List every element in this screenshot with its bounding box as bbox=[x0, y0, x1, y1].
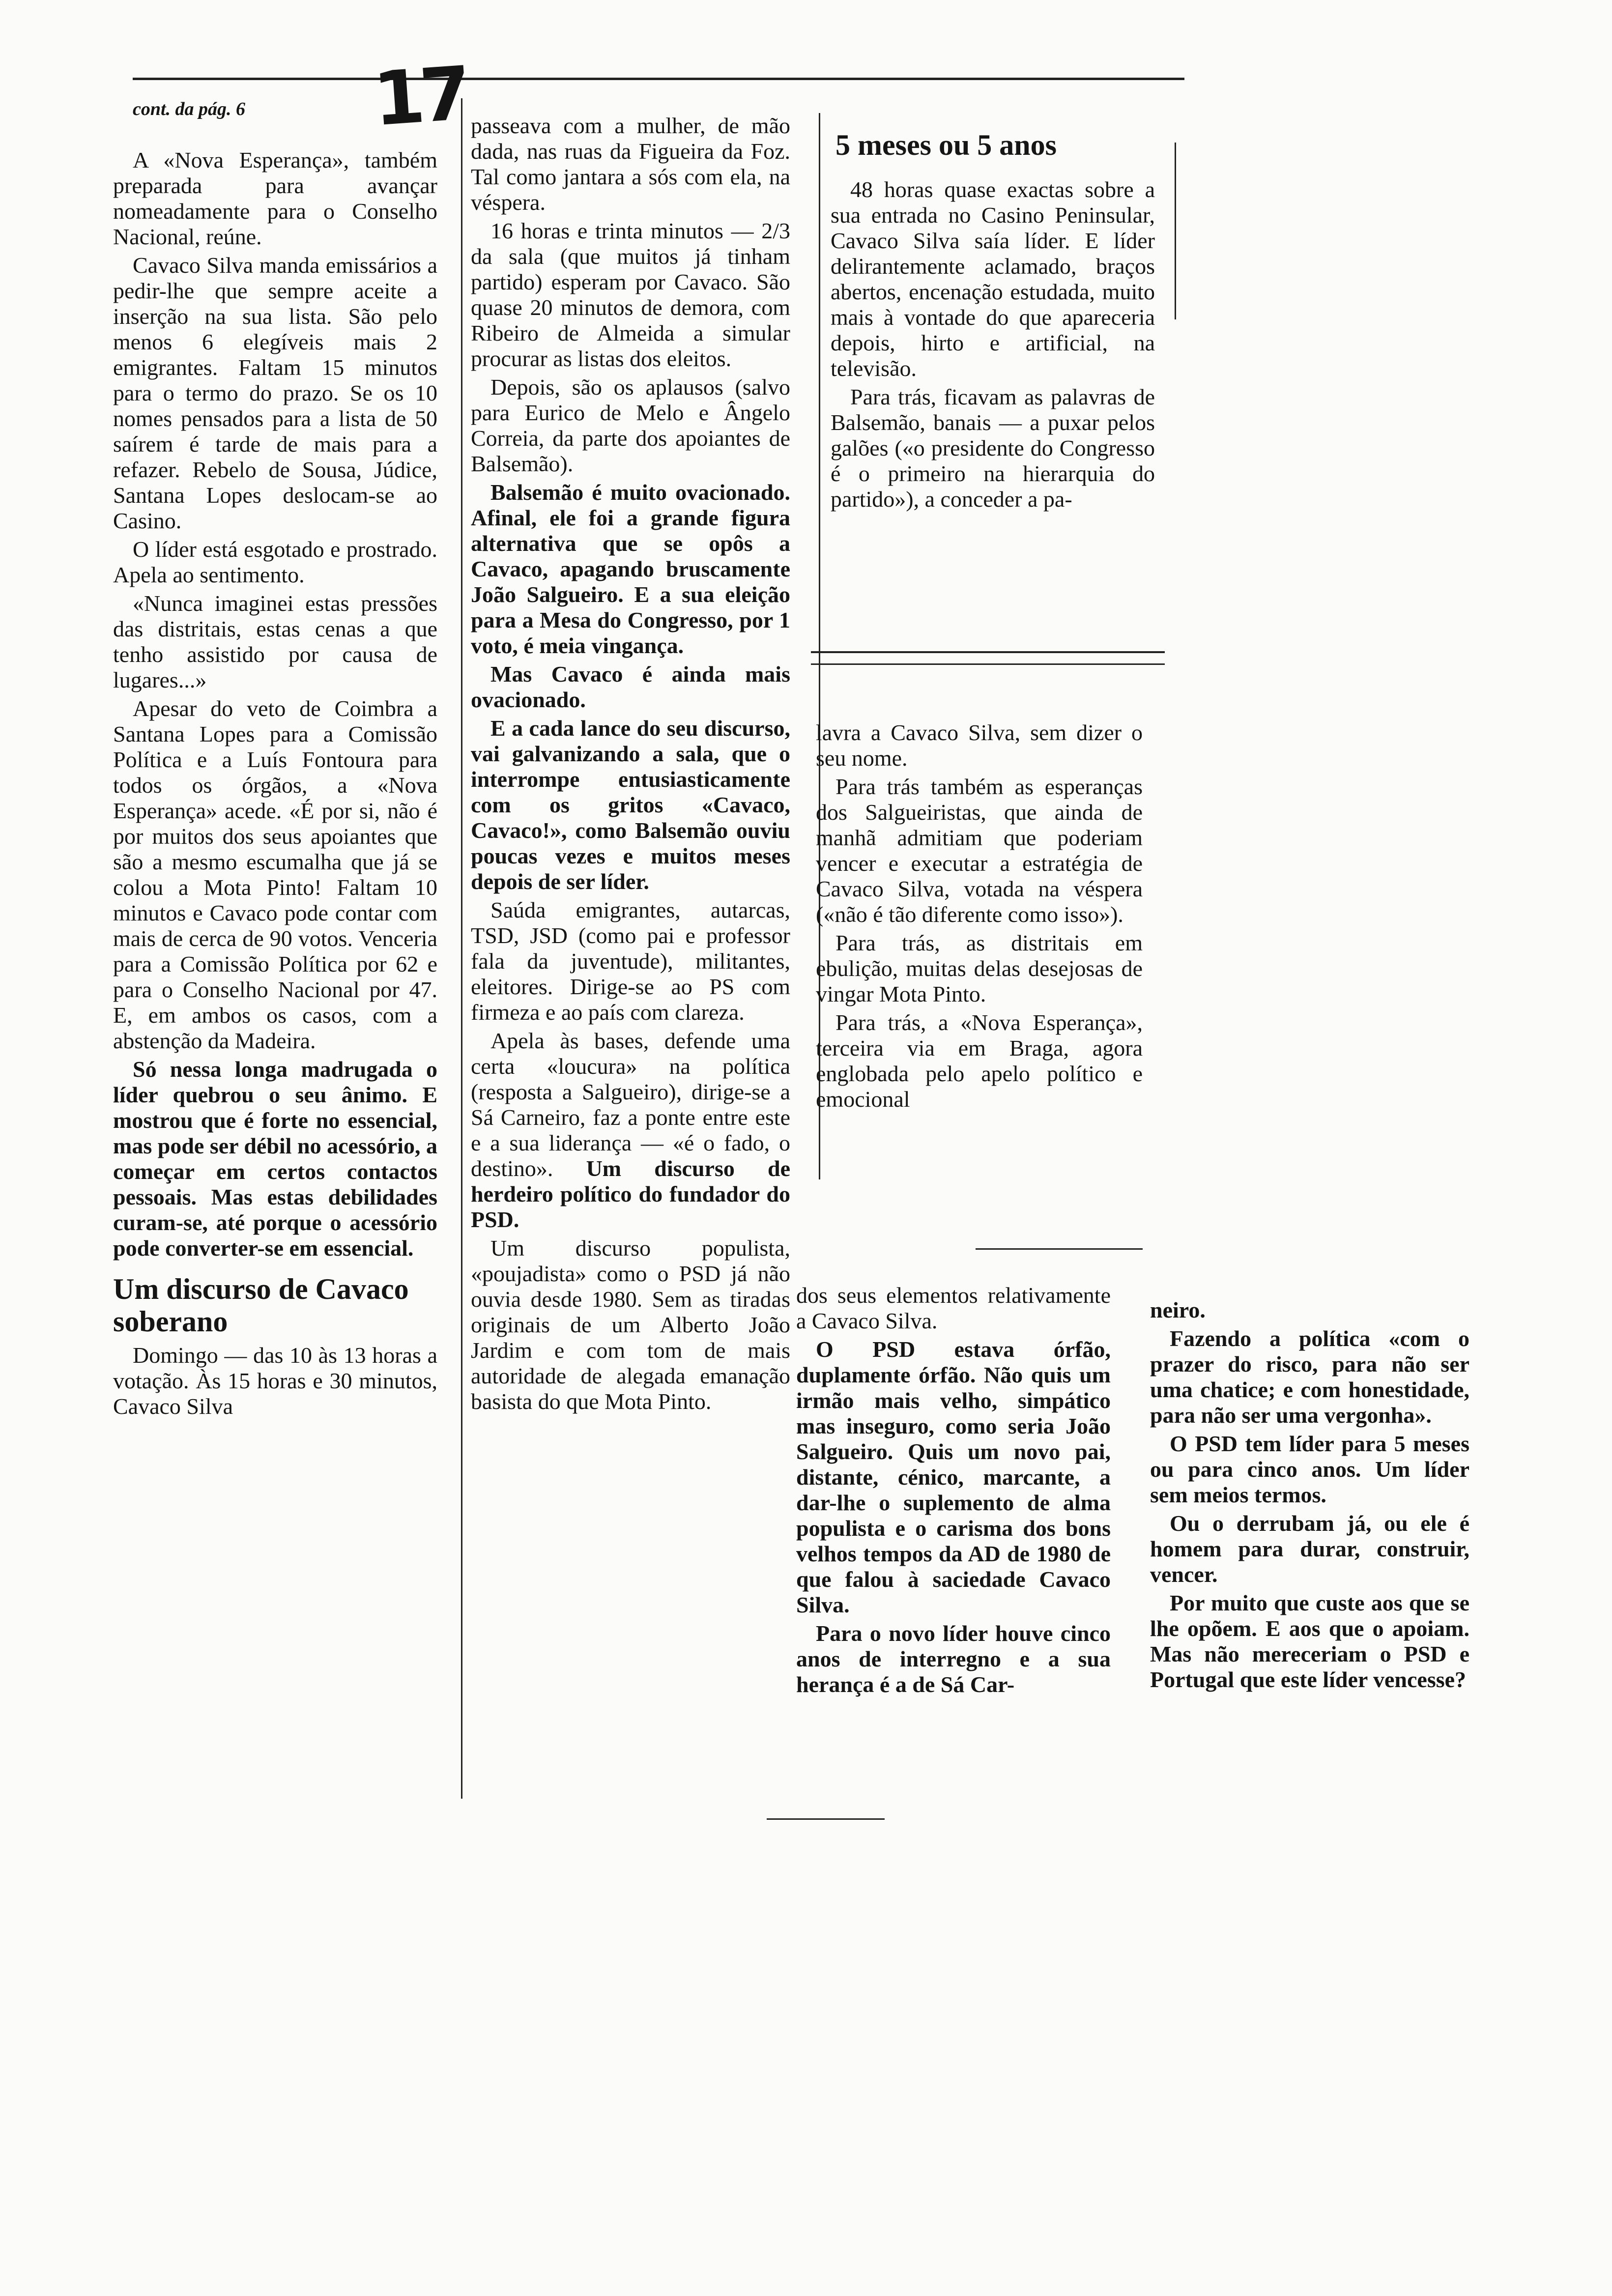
col2-paragraph bbox=[471, 1028, 790, 1233]
col1-paragraph: Cavaco Silva manda emissários a pedir-lhe que sempre aceite a inserção na sua lista. São pelo menos 6 elegíveis mais 2 emigrantes. Faltam 15 minutos para o termo do prazo. Se os 10 nomes pensados para a lista de 50 saírem é tarde de mais para a refazer. Rebelo de Sousa, Júdice, Santana Lopes deslocam-se ao Casino. bbox=[113, 253, 437, 533]
column-4 bbox=[1150, 1297, 1469, 1695]
section-rule-1 bbox=[811, 651, 1165, 653]
col1-quote: «Nunca imaginei estas pressões das distritais, estas cenas a que tenho assistido por causa de lugares...» bbox=[113, 591, 437, 692]
col1-paragraph: O líder está esgotado e prostrado. Apela ao sentimento. bbox=[113, 537, 437, 587]
col2-bold-paragraph: Mas Cavaco é ainda mais ovacionado. bbox=[471, 661, 790, 712]
col3-paragraph: 48 horas quase exactas sobre a sua entrada no Casino Peninsular, Cavaco Silva saía líder. E líder delirantemente aclamado, braços abertos, encenação estudada, muito mais à vontade do que apareceria depois, hirto e artificial, na televisão. bbox=[831, 177, 1155, 381]
page-number-handwritten: 17 bbox=[371, 51, 469, 143]
col3-paragraph: dos seus elementos relativamente a Cavaco Silva. bbox=[796, 1283, 1111, 1333]
col3-paragraph: Para trás também as esperanças dos Salgueiristas, que ainda de manhã admitiam que poderiam vencer e executar a estratégia de Cavaco Silva, votada na véspera («não é tão diferente como isso»). bbox=[816, 774, 1143, 927]
col4-bold-paragraph: Por muito que custe aos que se lhe opõem. E aos que o apoiam. Mas não mereceriam o PSD e Portugal que este líder vencesse? bbox=[1150, 1590, 1469, 1692]
col3-paragraph: Para trás, as distritais em ebulição, muitas delas desejosas de vingar Mota Pinto. bbox=[816, 930, 1143, 1006]
col2-bold-paragraph: Balsemão é muito ovacionado. Afinal, ele foi a grande figura alternativa que se opôs a Cavaco, apagando bruscamente João Salgueiro. E a sua eleição para a Mesa do Congresso, por 1 voto, é meia vingança. bbox=[471, 480, 790, 658]
col3-bold-paragraph: Para o novo líder houve cinco anos de interregno e a sua herança é a de Sá Car- bbox=[796, 1621, 1111, 1697]
col1-bold-paragraph: Só nessa longa madrugada o líder quebrou o seu ânimo. E mostrou que é forte no essencial, mas pode ser débil no acessório, a começar em certos contactos pessoais. Mas estas debilidades curam-se, até porque o acessório pode converter-se em essencial. bbox=[113, 1057, 437, 1261]
col2-paragraph: passeava com a mulher, de mão dada, nas ruas da Figueira da Foz. Tal como jantara a sós com ela, na véspera. bbox=[471, 113, 790, 215]
col3-bold-paragraph: O PSD estava órfão, duplamente órfão. Não quis um irmão mais velho, simpático mas inseguro, como seria João Salgueiro. Quis um novo pai, distante, cénico, marcante, a dar-lhe o suplemento de alma populista e o carisma dos bons velhos tempos da AD de 1980 de que falou à saciedade Cavaco Silva. bbox=[796, 1337, 1111, 1617]
col2-bold-inline: Um discurso de herdeiro político do fundador do PSD. bbox=[471, 1156, 791, 1232]
section-rule-3 bbox=[976, 1248, 1143, 1250]
section-rule-2 bbox=[811, 663, 1165, 665]
col2-final-paragraph: Um discurso populista, «poujadista» como o PSD já não ouvia desde 1980. Sem as tiradas originais de um Alberto João Jardim e com tom de mais autoridade de alegada emanação basista do que Mota Pinto. bbox=[471, 1235, 790, 1414]
continuation-label: cont. da pág. 6 bbox=[133, 99, 246, 119]
col3-paragraph: Para trás, ficavam as palavras de Balsemão, banais — a puxar pelos galões («o presidente do Congresso é o primeiro na hierarquia do partido»), a conceder a pa- bbox=[831, 384, 1155, 512]
column-1 bbox=[113, 147, 437, 1422]
col2-paragraph: Depois, são os aplausos (salvo para Eurico de Melo e Ângelo Correia, da parte dos apoiantes de Balsemão). bbox=[471, 374, 790, 476]
column-3-block-1 bbox=[831, 177, 1155, 515]
col3-heading: 5 meses ou 5 anos bbox=[835, 129, 1057, 161]
col1-paragraph: A «Nova Esperança», também preparada para avançar nomeadamente para o Conselho Nacional, reúne. bbox=[113, 147, 437, 249]
col2-paragraph: Saúda emigrantes, autarcas, TSD, JSD (como pai e professor fala da juventude), militantes, eleitores. Dirige-se ao PS com firmeza e ao país com clareza. bbox=[471, 897, 790, 1025]
col2-paragraph: 16 horas e trinta minutos — 2/3 da sala (que muitos já tinham partido) esperam por Cavaco. São quase 20 minutos de demora, com Ribeiro de Almeida a simular procurar as listas dos eleitos. bbox=[471, 218, 790, 371]
top-rule bbox=[133, 78, 1184, 80]
col4-bold-paragraph: Fazendo a política «com o prazer do risco, para não ser uma chatice; e com honestidade, para não ser uma vergonha». bbox=[1150, 1326, 1469, 1428]
col1-closing-paragraph: Domingo — das 10 às 13 horas a votação. Às 15 horas e 30 minutos, Cavaco Silva bbox=[113, 1343, 437, 1419]
col3-paragraph: Para trás, a «Nova Esperança», terceira via em Braga, agora englobada pelo apelo político e emocional bbox=[816, 1010, 1143, 1112]
col4-bold-paragraph: neiro. bbox=[1150, 1297, 1206, 1322]
column-divider-3 bbox=[1175, 143, 1176, 319]
bottom-rule bbox=[767, 1818, 885, 1820]
col4-bold-paragraph: O PSD tem líder para 5 meses ou para cinco anos. Um líder sem meios termos. bbox=[1150, 1431, 1469, 1507]
col4-bold-paragraph: Ou o derrubam já, ou ele é homem para durar, construir, vencer. bbox=[1150, 1511, 1469, 1587]
column-3-block-2 bbox=[816, 720, 1143, 1115]
column-divider-1 bbox=[461, 98, 462, 1799]
column-2 bbox=[471, 113, 790, 1417]
column-3-block-3 bbox=[796, 1283, 1111, 1700]
col3-paragraph: lavra a Cavaco Silva, sem dizer o seu nome. bbox=[816, 720, 1143, 771]
col2-paragraph-text: Apela às bases, defende uma certa «loucura» na política (resposta a Salgueiro), dirige-se a Sá Carneiro, faz a ponte entre este e a sua liderança — «é o fado, o destino». bbox=[471, 1028, 790, 1181]
col2-bold-paragraph: E a cada lance do seu discurso, vai galvanizando a sala, que o interrompe entusiasticamente com os gritos «Cavaco, Cavaco!», como Balsemão ouviu poucas vezes e muitos meses depois de ser líder. bbox=[471, 716, 790, 894]
col1-paragraph: Apesar do veto de Coimbra a Santana Lopes para a Comissão Política e a Luís Fontoura para todos os órgãos, a «Nova Esperança» acede. «É por si, não é por muitos dos seus apoiantes que são a mesmo escumalha que já se colou a Mota Pinto! Faltam 10 minutos e Cavaco pode contar com mais de cerca de 90 votos. Venceria para a Comissão Política por 62 e para o Conselho Nacional por 47. E, em ambos os casos, com a abstenção da Madeira. bbox=[113, 696, 437, 1053]
col1-heading: Um discurso de Cavaco soberano bbox=[113, 1273, 409, 1338]
